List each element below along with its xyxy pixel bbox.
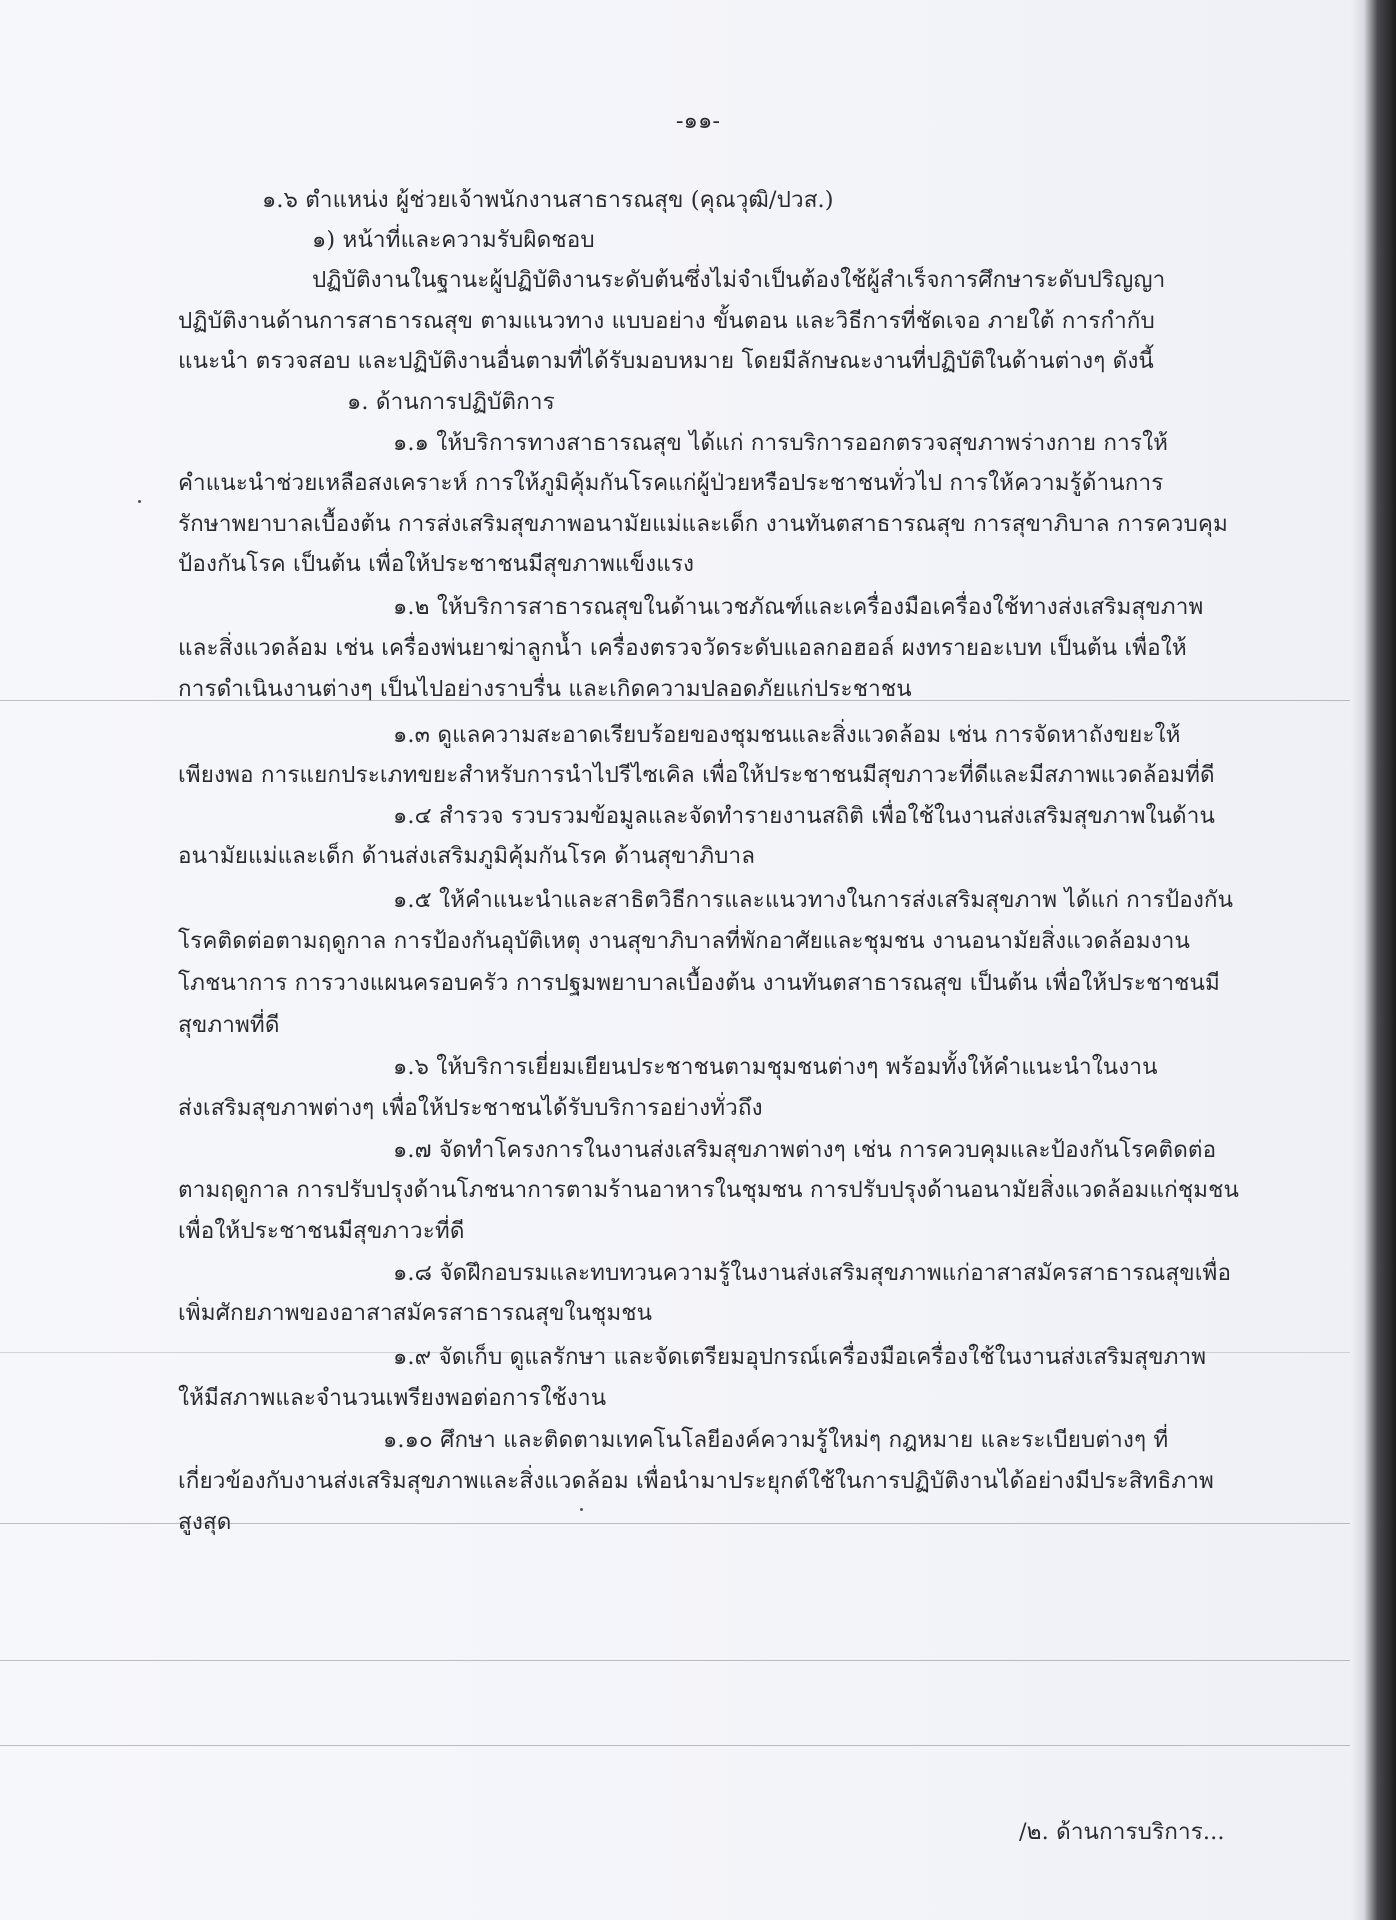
paragraph-line: ๑.๔ สำรวจ รวบรวมข้อมูลและจัดทำรายงานสถิติ เพื่อใช้ในงานส่งเสริมสุขภาพในด้าน xyxy=(393,803,1215,829)
scan-speck xyxy=(580,1508,583,1511)
paragraph-line: การดำเนินงานต่างๆ เป็นไปอย่างราบรื่น และเกิดความปลอดภัยแก่ประชาชน xyxy=(178,676,912,702)
paragraph-line: เพื่อให้ประชาชนมีสุขภาวะที่ดี xyxy=(178,1218,465,1244)
scan-fold-line xyxy=(0,1745,1350,1746)
paragraph-line: ตามฤดูกาล การปรับปรุงด้านโภชนาการตามร้านอาหารในชุมชน การปรับปรุงด้านอนามัยสิ่งแวดล้อมแก่ชุมชน xyxy=(178,1177,1239,1203)
paragraph-line: ๑.๑๐ ศึกษา และติดตามเทคโนโลยีองค์ความรู้ใหม่ๆ กฎหมาย และระเบียบต่างๆ ที่ xyxy=(383,1427,1169,1453)
paragraph-line: ส่งเสริมสุขภาพต่างๆ เพื่อให้ประชาชนได้รับบริการอย่างทั่วถึง xyxy=(178,1095,763,1121)
continuation-note: /๒. ด้านการบริการ... xyxy=(1019,1819,1225,1845)
paragraph-line: แนะนำ ตรวจสอบ และปฏิบัติงานอื่นตามที่ได้รับมอบหมาย โดยมีลักษณะงานที่ปฏิบัติในด้านต่างๆ ดังนี้ xyxy=(178,348,1154,374)
page-number: -๑๑- xyxy=(675,108,721,134)
category-heading: ๑. ด้านการปฏิบัติการ xyxy=(347,389,555,415)
paragraph-line: ๑.๓ ดูแลความสะอาดเรียบร้อยของชุมชนและสิ่งแวดล้อม เช่น การจัดหาถังขยะให้ xyxy=(393,722,1181,748)
scan-fold-line xyxy=(0,700,1350,701)
paragraph-line: ๑.๕ ให้คำแนะนำและสาธิตวิธีการและแนวทางในการส่งเสริมสุขภาพ ได้แก่ การป้องกัน xyxy=(393,887,1234,913)
paragraph-line: ๑.๖ ให้บริการเยี่ยมเยียนประชาชนตามชุมชนต่างๆ พร้อมทั้งให้คำแนะนำในงาน xyxy=(393,1054,1158,1080)
paragraph-line: โภชนาการ การวางแผนครอบครัว การปฐมพยาบาลเบื้องต้น งานทันตสาธารณสุข เป็นต้น เพื่อให้ประชาชนมี xyxy=(178,970,1220,996)
paragraph-line: เพียงพอ การแยกประเภทขยะสำหรับการนำไปรีไซเคิล เพื่อให้ประชาชนมีสุขภาวะที่ดีและมีสภาพแวดล้อมที่ดี xyxy=(178,762,1215,788)
section-heading: ๑.๖ ตำแหน่ง ผู้ช่วยเจ้าพนักงานสาธารณสุข (คุณวุฒิ/ปวส.) xyxy=(262,187,834,213)
paragraph-line: ปฏิบัติงานด้านการสาธารณสุข ตามแนวทาง แบบอย่าง ขั้นตอน และวิธีการที่ชัดเจอ ภายใต้ การกำกับ xyxy=(178,308,1155,334)
paragraph-line: ๑.๘ จัดฝึกอบรมและทบทวนความรู้ในงานส่งเสริมสุขภาพแก่อาสาสมัครสาธารณสุขเพื่อ xyxy=(393,1260,1232,1286)
scanner-edge-shadow xyxy=(1350,0,1396,1920)
paragraph-line: โรคติดต่อตามฤดูกาล การป้องกันอุบัติเหตุ งานสุขาภิบาลที่พักอาศัยและชุมชน งานอนามัยสิ่งแวดล้อมงาน xyxy=(178,928,1191,954)
paragraph-line: รักษาพยาบาลเบื้องต้น การส่งเสริมสุขภาพอนามัยแม่และเด็ก งานทันตสาธารณสุข การสุขาภิบาล การควบคุม xyxy=(178,511,1228,537)
paragraph-line: ๑.๗ จัดทำโครงการในงานส่งเสริมสุขภาพต่างๆ เช่น การควบคุมและป้องกันโรคติดต่อ xyxy=(393,1137,1217,1163)
scan-speck xyxy=(138,500,141,503)
paragraph-line: สุขภาพที่ดี xyxy=(178,1012,280,1038)
paragraph-line: สูงสุด xyxy=(178,1509,232,1535)
paragraph-line: ๑.๒ ให้บริการสาธารณสุขในด้านเวชภัณฑ์และเครื่องมือเครื่องใช้ทางส่งเสริมสุขภาพ xyxy=(393,594,1204,620)
paragraph-line: ป้องกันโรค เป็นต้น เพื่อให้ประชาชนมีสุขภาพแข็งแรง xyxy=(178,551,695,577)
scan-fold-line xyxy=(0,1523,1350,1524)
scan-fold-line xyxy=(0,1660,1350,1661)
scan-fold-line xyxy=(0,1352,1350,1353)
paragraph-line: คำแนะนำช่วยเหลือสงเคราะห์ การให้ภูมิคุ้มกันโรคแก่ผู้ป่วยหรือประชาชนทั่วไป การให้ความรู้ด้านการ xyxy=(178,470,1164,496)
paragraph-line: เพิ่มศักยภาพของอาสาสมัครสาธารณสุขในชุมชน xyxy=(178,1300,653,1326)
paragraph-line: และสิ่งแวดล้อม เช่น เครื่องพ่นยาฆ่าลูกน้ำ เครื่องตรวจวัดระดับแอลกอฮอล์ ผงทรายอะเบท เป็นต้น เพื่อให้ xyxy=(178,635,1187,661)
subsection-heading: ๑) หน้าที่และความรับผิดชอบ xyxy=(312,227,595,253)
paragraph-line: ให้มีสภาพและจำนวนเพรียงพอต่อการใช้งาน xyxy=(178,1385,607,1411)
paragraph-line: ๑.๑ ให้บริการทางสาธารณสุข ได้แก่ การบริการออกตรวจสุขภาพร่างกาย การให้ xyxy=(393,430,1169,456)
paragraph-line: อนามัยแม่และเด็ก ด้านส่งเสริมภูมิคุ้มกันโรค ด้านสุขาภิบาล xyxy=(178,843,756,869)
paragraph-line: ปฏิบัติงานในฐานะผู้ปฏิบัติงานระดับต้นซึ่งไม่จำเป็นต้องใช้ผู้สำเร็จการศึกษาระดับปริญญา xyxy=(312,267,1166,293)
paragraph-line: ๑.๙ จัดเก็บ ดูแลรักษา และจัดเตรียมอุปกรณ์เครื่องมือเครื่องใช้ในงานส่งเสริมสุขภาพ xyxy=(393,1344,1207,1370)
paragraph-line: เกี่ยวข้องกับงานส่งเสริมสุขภาพและสิ่งแวดล้อม เพื่อนำมาประยุกต์ใช้ในการปฏิบัติงานได้อย่างมีประสิทธิภาพ xyxy=(178,1468,1214,1494)
